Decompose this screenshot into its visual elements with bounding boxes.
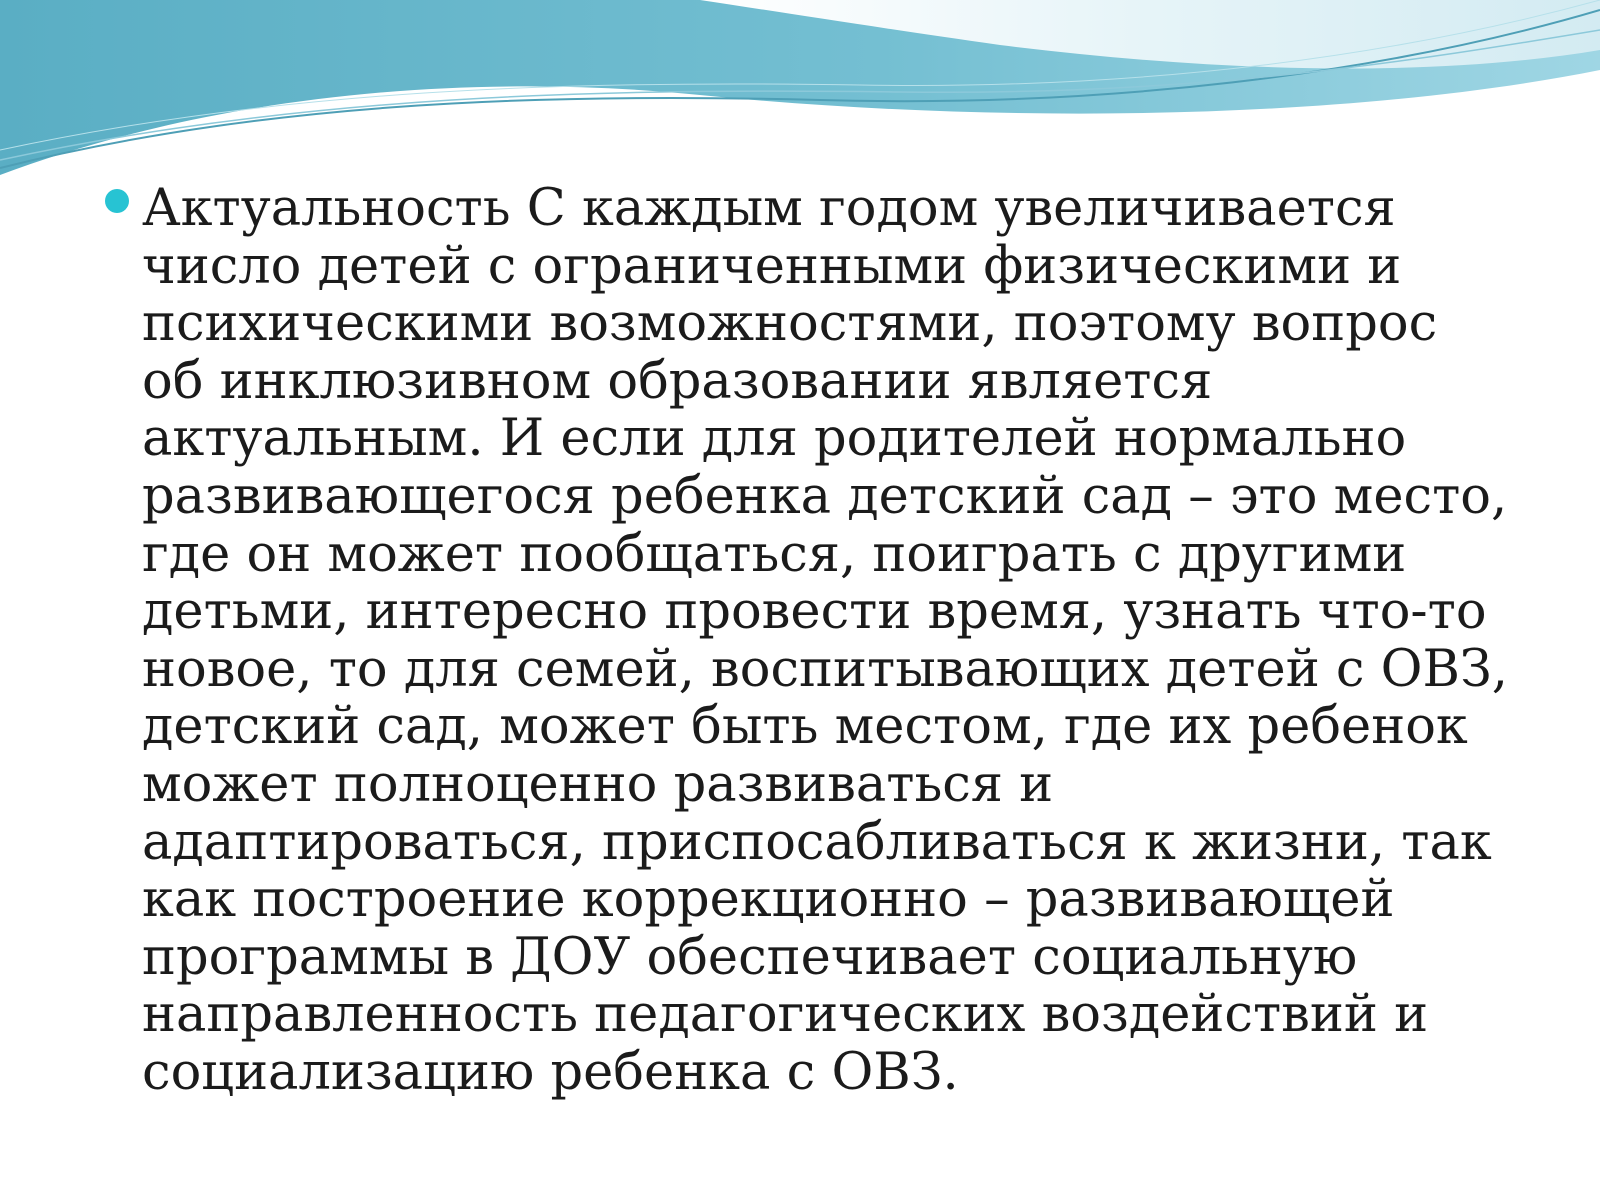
slide-content (105, 180, 1525, 1102)
bullet-item (105, 180, 1525, 1102)
body-text: Актуальность С каждым годом увеличивается число детей с ограниченными физическими и психическими возможностями, поэтому вопрос об инклюзивном образовании является актуальным. И если для родителей нормально развивающегося ребенка детский сад – это место, где он может пообщаться, поиграть с другими детьми, интересно провести время, узнать что-то новое, то для семей, воспитывающих детей с ОВЗ, детский сад, может быть местом, где их ребенок может полноценно развиваться и адаптироваться, приспосабливаться к жизни, так как построение коррекционно – развивающей программы в ДОУ обеспечивает социальную направленность педагогических воздействий и социализацию ребенка с ОВЗ. (142, 179, 1508, 1102)
bullet-icon (105, 189, 129, 213)
